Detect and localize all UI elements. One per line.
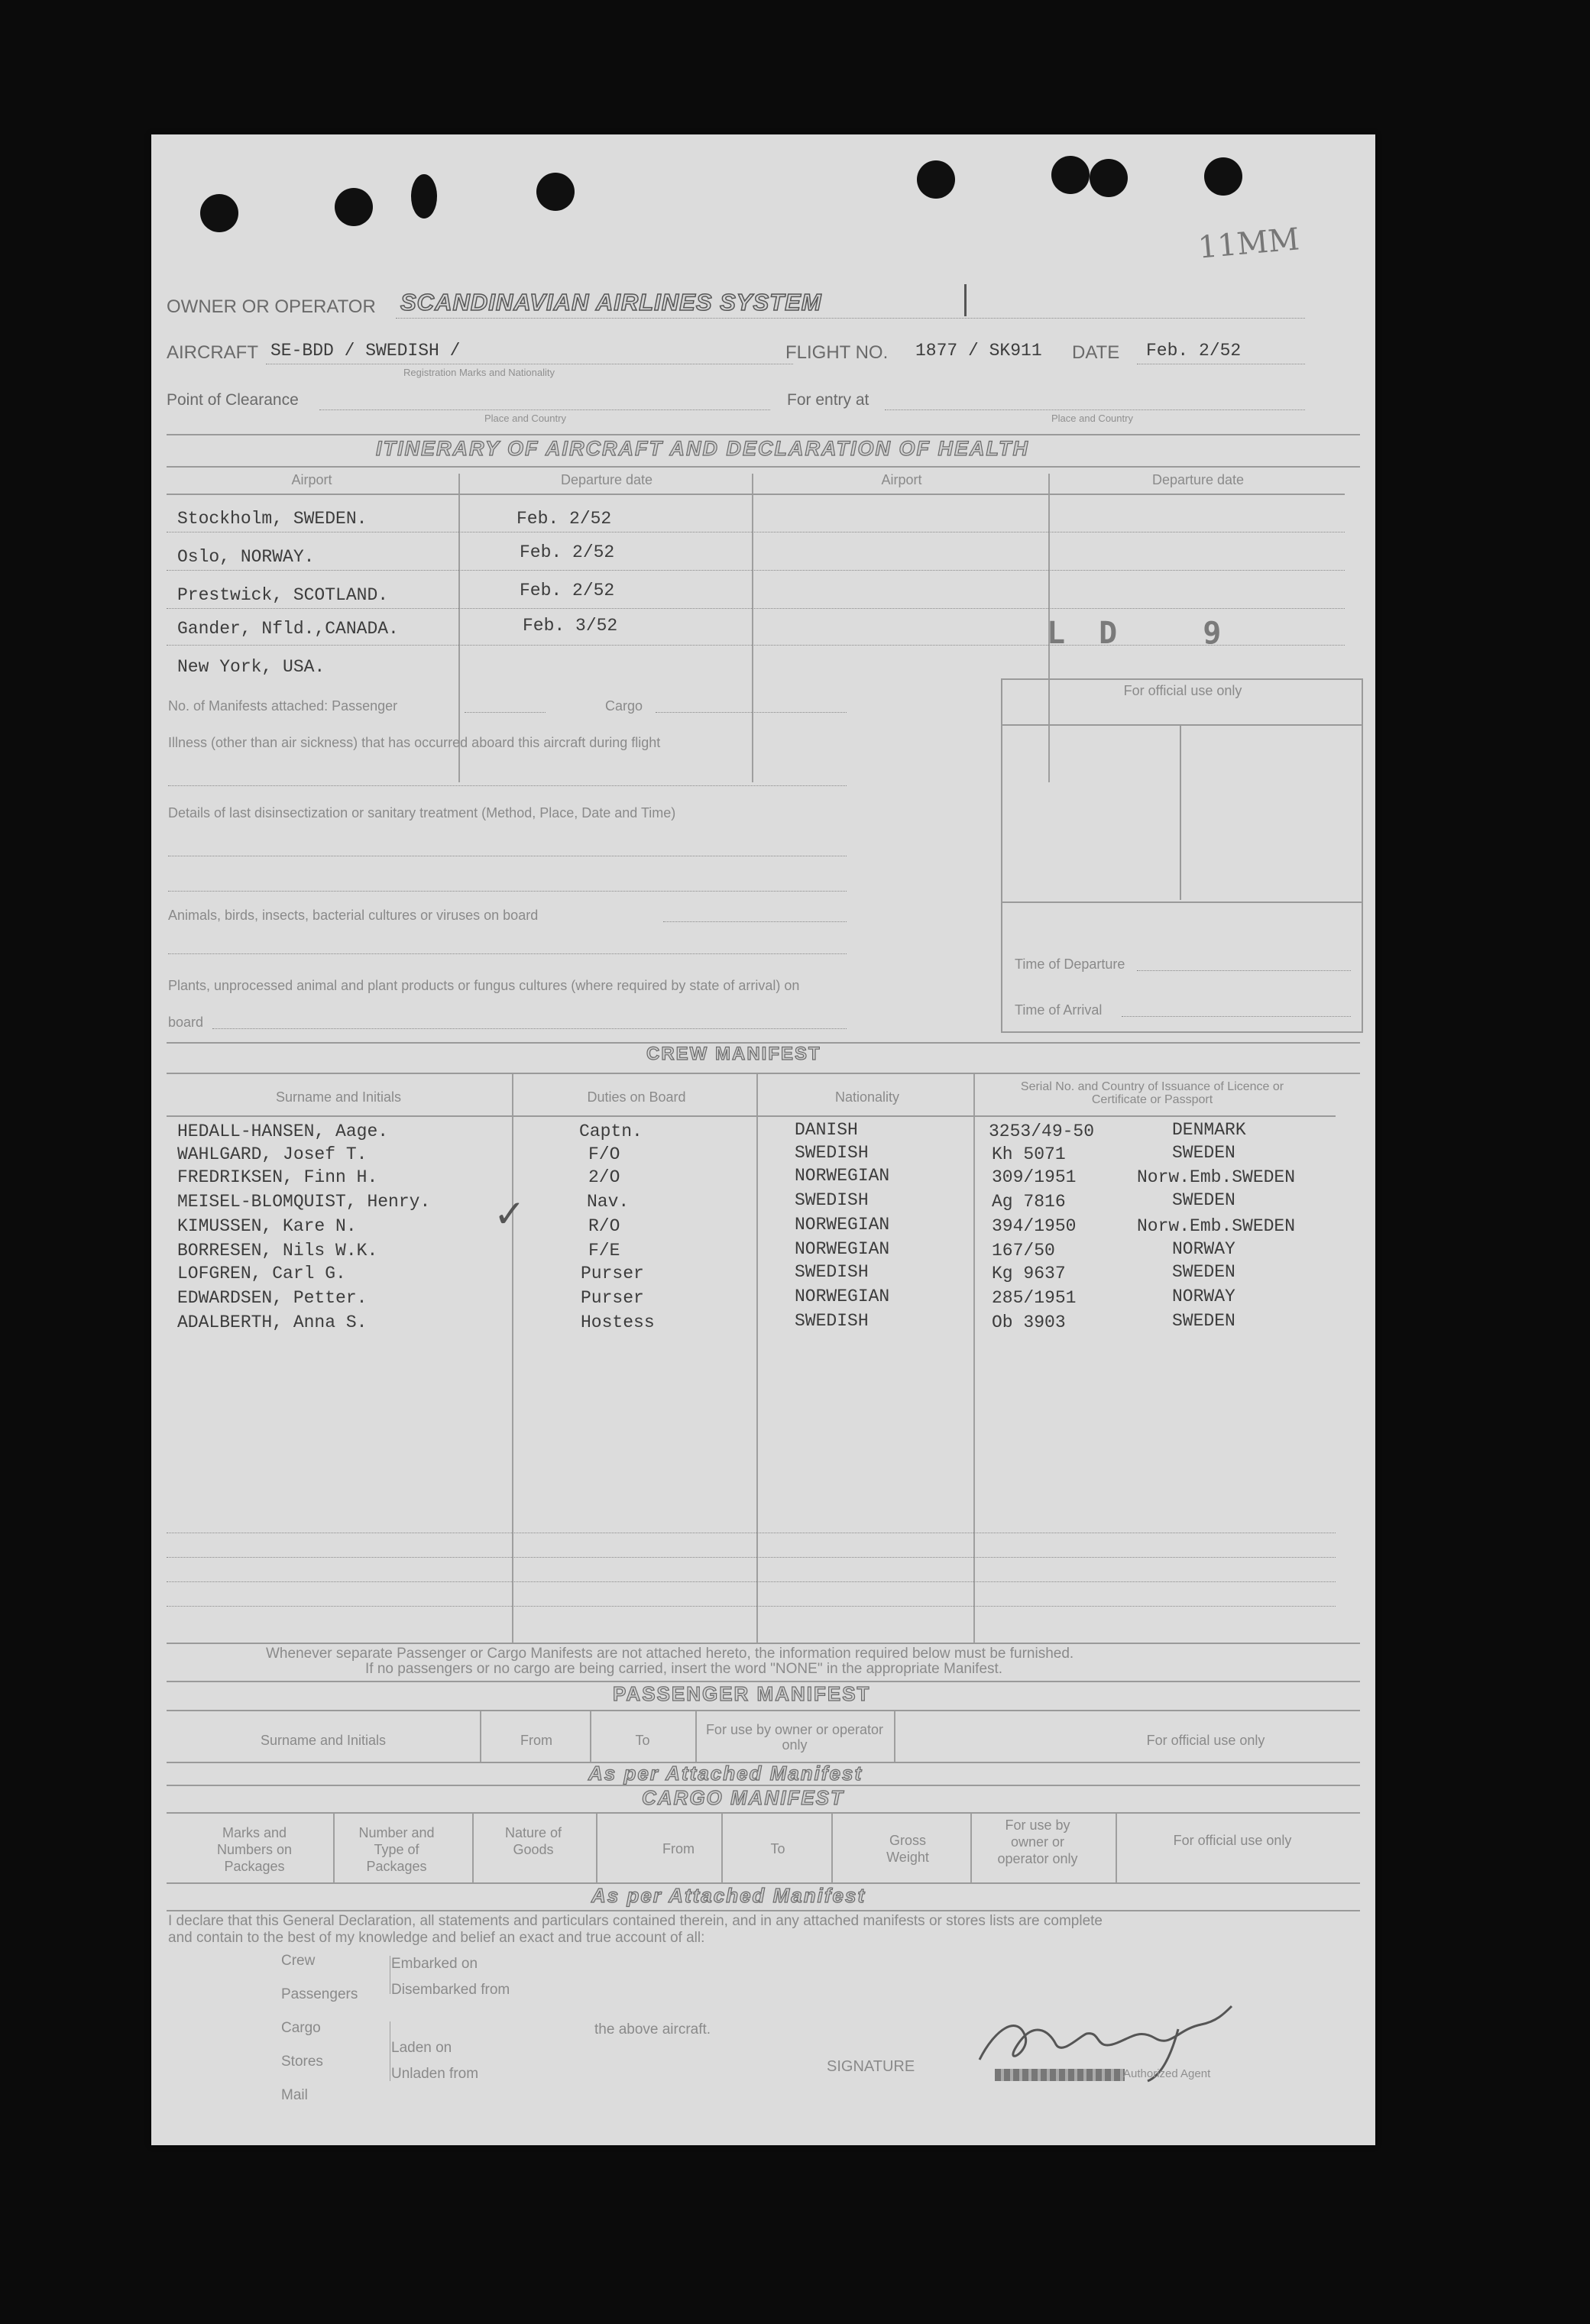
place-country-2: Place and Country [1051, 413, 1133, 424]
entry-label: For entry at [787, 391, 869, 409]
punch-hole [1204, 157, 1242, 196]
crew-col-serial: Serial No. and Country of Issuance of Licence or Certificate or Passport [1020, 1080, 1284, 1106]
cargo-col-to: To [770, 1841, 785, 1856]
cargo-divider [333, 1814, 335, 1882]
crew-serial: 3253/49-50 [989, 1122, 1095, 1141]
owner-label: OWNER OR OPERATOR [167, 296, 376, 317]
itin-date: Feb. 3/52 [523, 616, 618, 636]
pax-divider [695, 1711, 697, 1762]
cargo-line [656, 712, 847, 713]
crew-serial: 309/1951 [992, 1167, 1077, 1187]
crew-country: NORWAY [1172, 1239, 1235, 1259]
crew-note-1: Whenever separate Passenger or Cargo Manifests are not attached hereto, the information required below must be furnished. [266, 1646, 1074, 1662]
signature-label: SIGNATURE [827, 2058, 915, 2075]
declaration-text-1: I declare that this General Declaration, all statements and particulars contained therein, and in any attached manifests or stores lists are complete [168, 1913, 1103, 1929]
cargo-bottom-rule [167, 1910, 1360, 1911]
col-airport: Airport [291, 472, 332, 487]
illness-line [168, 785, 847, 786]
crew-rule [167, 1073, 1360, 1074]
crew-serial: 394/1950 [992, 1216, 1077, 1236]
crew-duty: Hostess [581, 1313, 655, 1332]
crew-divider [512, 1074, 513, 1644]
disinsect-label: Details of last disinsectization or sanitary treatment (Method, Place, Date and Time) [168, 805, 676, 821]
arrival-stamp: LD 9 [1047, 616, 1255, 651]
decl-embarked: Embarked on [391, 1956, 478, 1972]
animals-label: Animals, birds, insects, bacterial cultures or viruses on board [168, 908, 539, 923]
crew-duty: Purser [581, 1288, 644, 1308]
crew-nationality: NORWEGIAN [795, 1239, 890, 1259]
flight-label: FLIGHT NO. [785, 342, 889, 363]
crew-serial: Ag 7816 [992, 1192, 1066, 1212]
crew-serial: 285/1951 [992, 1288, 1077, 1308]
official-inner-box [1180, 726, 1362, 900]
crew-country: NORWAY [1172, 1287, 1235, 1306]
crew-name: FREDRIKSEN, Finn H. [177, 1167, 378, 1187]
manifests-line [465, 712, 546, 713]
cargo-divider [1116, 1814, 1117, 1882]
entry-line [885, 409, 1305, 410]
crew-country: Norw.Emb.SWEDEN [1137, 1216, 1296, 1236]
clearance-line [319, 409, 770, 410]
pax-divider [894, 1711, 895, 1762]
pax-attached-note: As per Attached Manifest [588, 1762, 863, 1785]
cargo-col-from: From [662, 1841, 695, 1856]
itin-row-line [167, 494, 1345, 495]
manifests-label: No. of Manifests attached: Passenger [168, 698, 398, 714]
pax-col-to: To [635, 1733, 650, 1748]
crew-col-nationality: Nationality [834, 1089, 900, 1105]
crew-country: SWEDEN [1172, 1311, 1235, 1331]
punch-hole [536, 173, 575, 211]
corner-mark: 11MM [1197, 222, 1301, 266]
crew-country: SWEDEN [1172, 1190, 1235, 1210]
punch-hole [1051, 156, 1090, 194]
cargo-title: CARGO MANIFEST [642, 1786, 844, 1809]
time-arrival-label: Time of Arrival [1015, 1002, 1103, 1018]
punch-hole [1090, 159, 1128, 197]
passenger-rule [167, 1710, 1360, 1711]
aircraft-label: AIRCRAFT [167, 342, 258, 363]
document-page [151, 134, 1375, 2145]
decl-unladen: Unladen from [391, 2066, 479, 2082]
board-line [212, 1028, 847, 1029]
col-departure: Departure date [560, 472, 653, 487]
col-departure-2: Departure date [1151, 472, 1245, 487]
decl-laden: Laden on [391, 2040, 452, 2056]
crew-country: DENMARK [1172, 1120, 1246, 1140]
crew-duty: 2/O [588, 1167, 620, 1187]
time-departure-line [1137, 970, 1351, 971]
crew-name: MEISEL-BLOMQUIST, Henry. [177, 1192, 431, 1212]
itin-date: Feb. 2/52 [520, 581, 615, 600]
date-label: DATE [1072, 342, 1120, 363]
crew-duty: Nav. [587, 1192, 630, 1212]
crew-nationality: SWEDISH [795, 1311, 869, 1331]
crew-serial: 167/50 [992, 1241, 1055, 1261]
owner-line [396, 318, 1305, 319]
disinsect-line-2 [168, 891, 847, 892]
pax-col-owner: For use by owner or operator only [705, 1722, 884, 1753]
pax-col-from: From [520, 1733, 552, 1748]
crew-duty: F/O [588, 1144, 620, 1164]
official-use-title: For official use only [1123, 683, 1242, 698]
check-mark: ✓ [494, 1193, 526, 1235]
crew-name: ADALBERTH, Anna S. [177, 1313, 368, 1332]
cargo-col-official: For official use only [1173, 1833, 1292, 1848]
cargo-attached-note: As per Attached Manifest [591, 1884, 866, 1907]
crew-nationality: SWEDISH [795, 1190, 869, 1210]
passenger-title: PASSENGER MANIFEST [613, 1682, 871, 1705]
crew-name: WAHLGARD, Josef T. [177, 1144, 368, 1164]
itinerary-rule [167, 466, 1360, 468]
crew-serial: Kh 5071 [992, 1144, 1066, 1164]
flight-value: 1877 / SK911 [915, 341, 1042, 361]
crew-duty: R/O [588, 1216, 620, 1236]
itinerary-top-rule [167, 434, 1360, 435]
plants-label: Plants, unprocessed animal and plant products or fungus cultures (where required by state of arrival) on [168, 978, 800, 993]
itin-airport: Prestwick, SCOTLAND. [177, 585, 389, 605]
punch-hole [917, 160, 955, 199]
crew-nationality: SWEDISH [795, 1143, 869, 1163]
authorized-agent: Authorized Agent [1123, 2067, 1211, 2080]
place-country-1: Place and Country [484, 413, 566, 424]
itinerary-title: ITINERARY OF AIRCRAFT AND DECLARATION OF HEALTH [376, 437, 1029, 460]
crew-serial: Kg 9637 [992, 1264, 1066, 1283]
crew-row-line [167, 1557, 1336, 1558]
cargo-col-marks: Marks and Numbers on Packages [216, 1825, 293, 1874]
decl-passengers: Passengers [281, 1986, 358, 2002]
crew-country: SWEDEN [1172, 1143, 1235, 1163]
itin-airport: Oslo, NORWAY. [177, 547, 315, 567]
cargo-rule [167, 1812, 1360, 1814]
crew-nationality: DANISH [795, 1120, 858, 1140]
crew-bottom-rule [167, 1643, 1360, 1644]
punch-hole [335, 188, 373, 226]
official-rule [1001, 901, 1363, 903]
itin-airport: Gander, Nfld.,CANADA. [177, 619, 399, 639]
crew-title: CREW MANIFEST [646, 1044, 821, 1064]
crew-name: BORRESEN, Nils W.K. [177, 1241, 378, 1261]
pax-divider [590, 1711, 591, 1762]
crew-nationality: NORWEGIAN [795, 1287, 890, 1306]
cursor-mark [964, 284, 967, 316]
crew-divider [973, 1074, 975, 1644]
cargo-col-number: Number and Type of Packages [358, 1825, 435, 1874]
aircraft-value: SE-BDD / SWEDISH / [270, 341, 461, 361]
col-airport-2: Airport [881, 472, 922, 487]
pax-col-name: Surname and Initials [260, 1733, 387, 1748]
crew-note-2: If no passengers or no cargo are being carried, insert the word "NONE" in the appropriate Manifest. [365, 1661, 1003, 1677]
cargo-col-nature: Nature of Goods [504, 1825, 562, 1857]
crew-country: Norw.Emb.SWEDEN [1137, 1167, 1296, 1187]
decl-disembarked: Disembarked from [391, 1982, 510, 1998]
crew-header-rule [167, 1115, 1336, 1117]
signature-strikeout [995, 2069, 1125, 2081]
itin-date: Feb. 2/52 [520, 542, 615, 562]
date-value: Feb. 2/52 [1146, 341, 1242, 361]
itin-row-line [167, 570, 1345, 571]
decl-stores: Stores [281, 2054, 323, 2070]
itin-divider [752, 474, 753, 782]
itin-date: Feb. 2/52 [517, 509, 612, 529]
decl-mail: Mail [281, 2087, 308, 2103]
crew-name: HEDALL-HANSEN, Aage. [177, 1122, 389, 1141]
animals-line-2 [168, 953, 847, 954]
crew-name: KIMUSSEN, Kare N. [177, 1216, 357, 1236]
punch-hole [200, 194, 238, 232]
cargo-label: Cargo [605, 698, 643, 714]
clearance-label: Point of Clearance [167, 391, 299, 409]
crew-row-line [167, 1581, 1336, 1582]
cargo-divider [970, 1814, 972, 1882]
pax-col-official: For official use only [1146, 1733, 1265, 1748]
crew-row-line [167, 1606, 1336, 1607]
itin-airport: New York, USA. [177, 657, 325, 677]
crew-nationality: SWEDISH [795, 1262, 869, 1282]
itin-row-line [167, 608, 1345, 609]
crew-name: EDWARDSEN, Petter. [177, 1288, 368, 1308]
cargo-divider [596, 1814, 597, 1882]
crew-col-name: Surname and Initials [275, 1089, 402, 1105]
crew-nationality: NORWEGIAN [795, 1215, 890, 1235]
animals-line [663, 921, 847, 922]
decl-aircraft-text: the above aircraft. [594, 2021, 711, 2038]
aircraft-sub: Registration Marks and Nationality [403, 367, 555, 378]
cargo-divider [721, 1814, 723, 1882]
pax-divider [480, 1711, 481, 1762]
declaration-text-2: and contain to the best of my knowledge and belief an exact and true account of all: [168, 1930, 705, 1946]
crew-col-duties: Duties on Board [587, 1089, 686, 1105]
crew-serial: Ob 3903 [992, 1313, 1066, 1332]
crew-divider [756, 1074, 758, 1644]
cargo-divider [472, 1814, 474, 1882]
illness-label: Illness (other than air sickness) that has occurred aboard this aircraft during flight [168, 735, 661, 750]
owner-value: SCANDINAVIAN AIRLINES SYSTEM [400, 289, 822, 316]
crew-duty: Captn. [579, 1122, 643, 1141]
cargo-divider [831, 1814, 833, 1882]
crew-country: SWEDEN [1172, 1262, 1235, 1282]
crew-duty: Purser [581, 1264, 644, 1283]
cargo-col-owner: For use by owner or operator only [997, 1817, 1078, 1866]
decl-crew: Crew [281, 1953, 316, 1969]
itin-airport: Stockholm, SWEDEN. [177, 509, 368, 529]
time-arrival-line [1122, 1016, 1351, 1017]
punch-hole [411, 174, 437, 218]
crew-name: LOFGREN, Carl G. [177, 1264, 346, 1283]
crew-duty: F/E [588, 1241, 620, 1261]
time-departure-label: Time of Departure [1015, 956, 1125, 972]
crew-nationality: NORWEGIAN [795, 1166, 890, 1186]
decl-cargo: Cargo [281, 2020, 321, 2036]
board-label: board [168, 1015, 204, 1030]
cargo-col-weight: Gross Weight [886, 1833, 929, 1865]
